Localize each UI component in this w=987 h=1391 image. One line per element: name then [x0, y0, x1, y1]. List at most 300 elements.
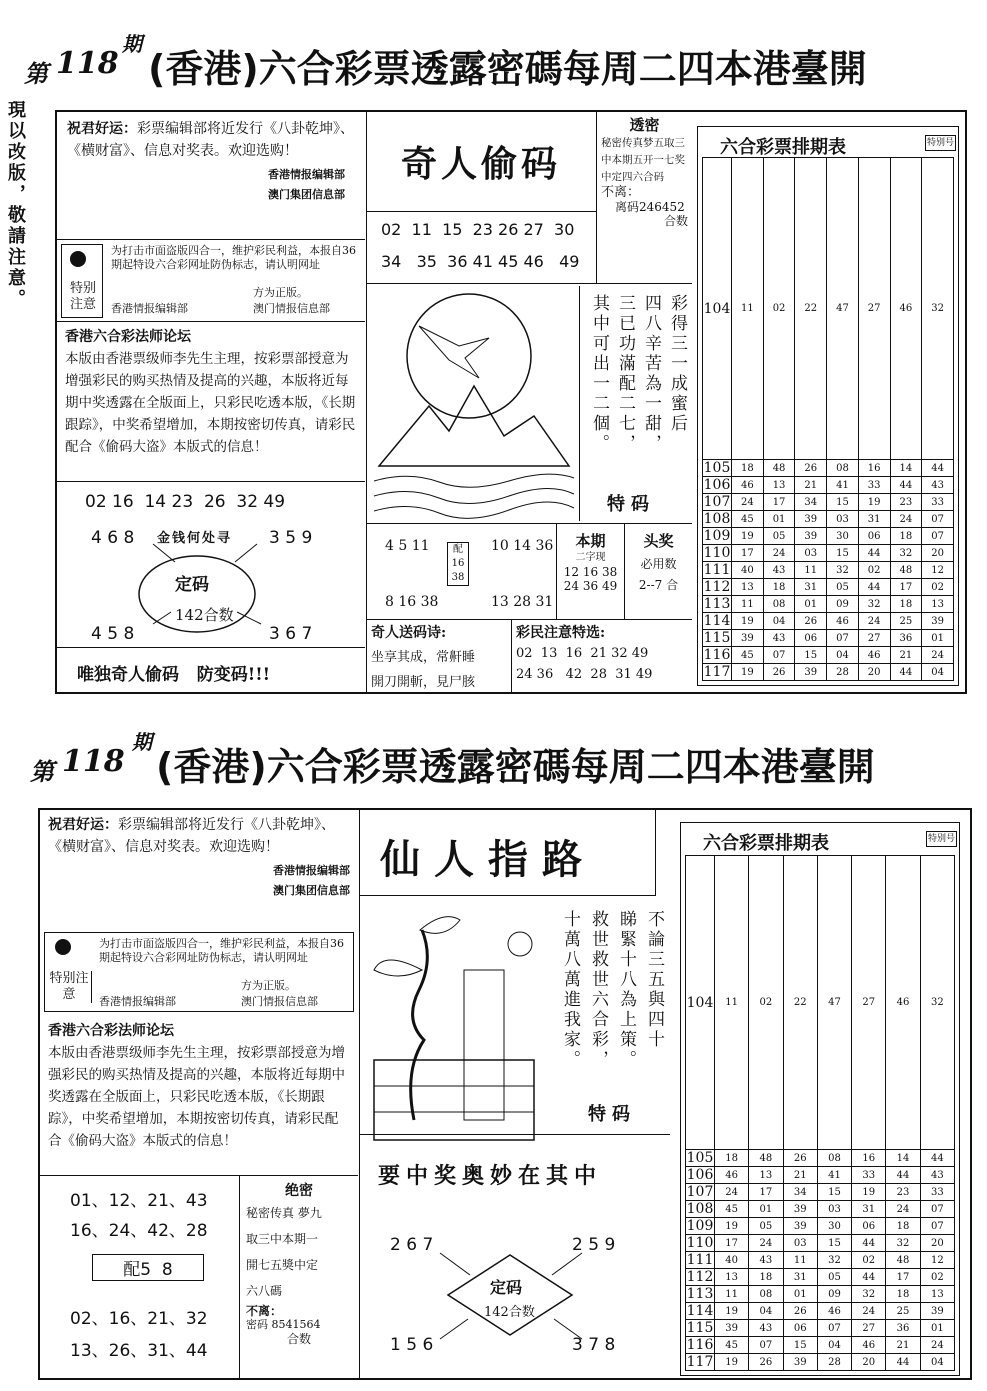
schedule-cell: 07	[922, 528, 954, 545]
bottom-poem-3: 救世救世六合彩，	[588, 910, 608, 1070]
schedule-cell: 39	[715, 1320, 749, 1337]
schedule-cell: 13	[920, 1286, 954, 1303]
schedule-cell: 18	[890, 528, 922, 545]
schedule-row	[703, 613, 954, 630]
schedule-row	[703, 477, 954, 494]
center-nums-1: 02 11 15 23 26 27 30	[381, 220, 575, 239]
schedule-table-2	[685, 855, 955, 1371]
schedule-cell: 24	[886, 1201, 920, 1218]
schedule-row	[703, 460, 954, 477]
schedule-period: 112	[686, 1269, 714, 1285]
schedule-period: 113	[686, 1286, 714, 1302]
schedule-cell: 27	[852, 856, 886, 1150]
schedule-cell: 15	[827, 494, 859, 511]
schedule-cell: 43	[920, 1167, 954, 1184]
notice-box	[57, 240, 365, 322]
schedule-cell: 18	[890, 596, 922, 613]
schedule-row	[686, 1320, 955, 1337]
schedule-cell: 04	[817, 1337, 851, 1354]
schedule-cell: 18	[732, 460, 764, 477]
forum-box	[57, 322, 365, 482]
schedule-period: 114	[686, 1303, 714, 1319]
schedule-cell: 43	[749, 1320, 783, 1337]
schedule-cell: 44	[890, 477, 922, 494]
schedule-period: 105	[686, 1150, 714, 1166]
left-numbers: 02 16 14 23 26 32 49	[85, 492, 286, 512]
schedule-cell: 46	[852, 1337, 886, 1354]
secret-title: 透密	[629, 116, 660, 134]
money-sub: 142合数	[175, 606, 234, 624]
secret2-line-1: 秘密传真 夢九	[246, 1206, 322, 1220]
schedule-period: 109	[686, 1218, 714, 1234]
issue-number-2: 118	[62, 744, 125, 779]
side-note: 現以改版，敬請注意。	[5, 100, 26, 310]
schedule-cell: 24	[920, 1337, 954, 1354]
schedule-cell: 19	[858, 494, 890, 511]
schedule-cell: 20	[920, 1235, 954, 1252]
greeting-box	[57, 112, 365, 240]
schedule-cell: 32	[886, 1235, 920, 1252]
schedule-cell: 07	[817, 1320, 851, 1337]
schedule-cell: 31	[795, 579, 827, 596]
secret2-title: 绝密	[285, 1183, 313, 1199]
schedule-cell: 05	[763, 528, 795, 545]
pair-l2: 8 16 38	[385, 594, 439, 610]
money-tr: 3 5 9	[269, 528, 313, 548]
schedule-cell: 14	[890, 460, 922, 477]
pair-r1: 10 14 36	[491, 538, 554, 554]
schedule-cell: 02	[920, 1269, 954, 1286]
top-title-row	[0, 30, 987, 110]
center-nums-2: 34 35 36 41 45 46 49	[381, 252, 580, 271]
schedule-cell: 05	[817, 1269, 851, 1286]
schedule-cell: 19	[732, 528, 764, 545]
schedule-cell: 30	[817, 1218, 851, 1235]
schedule-cell: 47	[827, 158, 859, 460]
greeting-label-2: 祝君好运：	[48, 817, 118, 833]
schedule-cell: 15	[795, 647, 827, 664]
schedule-cell: 31	[783, 1269, 817, 1286]
pair-l1: 4 5 11	[385, 538, 430, 554]
pei-box: 配5 8	[92, 1254, 204, 1281]
schedule-period: 115	[703, 630, 731, 646]
schedule-cell: 03	[827, 511, 859, 528]
greeting-sign2: 澳门集团信息部	[268, 188, 345, 201]
schedule-cell: 11	[732, 158, 764, 460]
schedule-row	[703, 494, 954, 511]
notice-sign1-2: 香港情报编辑部	[99, 995, 176, 1008]
bottom-center: 定码	[490, 1278, 523, 1297]
schedule-cell: 07	[763, 647, 795, 664]
poem2-title: 奇人送码诗:	[371, 625, 447, 641]
issue-prefix-2: 第	[30, 757, 54, 786]
schedule-cell: 27	[858, 630, 890, 647]
poem2-box	[367, 620, 512, 692]
schedule-cell: 18	[749, 1269, 783, 1286]
money-tl: 4 6 8	[91, 528, 135, 548]
schedule-cell: 39	[795, 528, 827, 545]
schedule-cell: 32	[922, 158, 954, 460]
bottom-panel	[38, 808, 972, 1380]
schedule-cell: 48	[763, 460, 795, 477]
schedule-cell: 18	[715, 1150, 749, 1167]
money-center: 定码	[175, 575, 209, 595]
greeting-label: 祝君好运：	[67, 121, 137, 137]
schedule-cell: 19	[732, 613, 764, 630]
this-period-n2: 24 36 49	[563, 579, 618, 593]
schedule-cell: 32	[920, 856, 954, 1150]
schedule-cell: 01	[783, 1286, 817, 1303]
schedule-cell: 05	[749, 1218, 783, 1235]
schedule-cell: 24	[715, 1184, 749, 1201]
headline-2: (香港)六合彩票透露密碼每周二四本港臺開	[156, 745, 875, 789]
forum-title-2: 香港六合彩法师论坛	[48, 1023, 174, 1039]
schedule-row	[686, 1337, 955, 1354]
poem2-l2: 開刀開斬，見尸胲	[371, 675, 476, 690]
schedule-cell: 04	[922, 664, 954, 681]
schedule-cell: 46	[715, 1167, 749, 1184]
schedule-cell: 44	[922, 460, 954, 477]
schedule-cell: 17	[890, 579, 922, 596]
schedule-cell: 11	[715, 1286, 749, 1303]
schedule-cell: 11	[732, 596, 764, 613]
schedule-cell: 21	[795, 477, 827, 494]
bottom-slogan: 唯独奇人偷码 防变码!!!	[77, 665, 271, 685]
greeting-sign1: 香港情报编辑部	[268, 168, 345, 181]
schedule-row	[686, 1269, 955, 1286]
schedule-cell: 24	[922, 647, 954, 664]
schedule-cell: 16	[852, 1150, 886, 1167]
schedule-cell: 19	[732, 664, 764, 681]
schedule-period: 111	[703, 562, 731, 578]
schedule-cell: 15	[783, 1337, 817, 1354]
schedule-cell: 47	[817, 856, 851, 1150]
schedule-cell: 03	[817, 1201, 851, 1218]
schedule-cell: 40	[732, 562, 764, 579]
poem2-l1: 坐享其成，常鼾睡	[371, 650, 476, 665]
schedule-cell: 24	[749, 1235, 783, 1252]
center-nums-box	[367, 212, 597, 284]
notice-sign2-2: 澳门情报信息部	[241, 995, 318, 1008]
schedule-cell: 26	[783, 1303, 817, 1320]
schedule-cell: 32	[890, 545, 922, 562]
schedule-cell: 12	[922, 562, 954, 579]
bottom-sub: 142合数	[484, 1305, 535, 1320]
bottom-arc-box	[360, 1134, 670, 1378]
schedule-cell: 31	[858, 511, 890, 528]
schedule-cell: 09	[827, 596, 859, 613]
schedule-cell: 24	[858, 613, 890, 630]
schedule-cell: 39	[795, 511, 827, 528]
top-center-column	[367, 112, 692, 692]
schedule-cell: 22	[783, 856, 817, 1150]
schedule-cell: 04	[827, 647, 859, 664]
schedule-cell: 45	[715, 1337, 749, 1354]
forum-title: 香港六合彩法师论坛	[65, 329, 191, 345]
schedule-cell: 46	[858, 647, 890, 664]
schedule-cell: 14	[886, 1150, 920, 1167]
schedule-cell: 18	[763, 579, 795, 596]
schedule-cell: 01	[763, 511, 795, 528]
schedule-cell: 43	[763, 562, 795, 579]
notice2-title: 彩民注意特选:	[516, 625, 606, 641]
greeting-sign1-2: 香港情报编辑部	[273, 864, 350, 877]
this-period-sub: 二字现	[575, 552, 606, 563]
money-br: 3 6 7	[269, 624, 313, 644]
bottom-arc: 要中奖奥妙在其中	[378, 1164, 603, 1189]
schedule-cell: 46	[732, 477, 764, 494]
schedule-cell: 07	[827, 630, 859, 647]
schedule-row	[703, 664, 954, 681]
secret2-line-4: 六八碼	[246, 1284, 283, 1298]
schedule-row	[703, 562, 954, 579]
schedule-cell: 13	[922, 596, 954, 613]
bottom-title-box	[360, 810, 656, 896]
schedule-cell: 13	[715, 1269, 749, 1286]
schedule-cell: 45	[732, 647, 764, 664]
schedule-cell: 39	[795, 664, 827, 681]
poem-line-1: 彩得三一成蜜后	[667, 294, 687, 434]
left-num-1: 01、12、21、43	[70, 1191, 208, 1211]
greeting-text-2: 彩票编辑部将近发行《八卦乾坤》、《横财富》、信息对奖表。欢迎选购！	[48, 817, 335, 855]
schedule-title-2: 六合彩票排期表	[703, 833, 829, 854]
schedule-cell: 44	[852, 1269, 886, 1286]
plant-wall-illustration	[364, 910, 544, 1160]
schedule-period: 104	[703, 158, 732, 460]
schedule-period: 113	[703, 596, 731, 612]
schedule-cell: 27	[858, 158, 890, 460]
left-nums-box	[40, 1176, 240, 1378]
bottom-poem-2: 睇緊十八為上策。	[616, 910, 636, 1070]
secret-box	[597, 112, 692, 284]
schedule-cell: 48	[749, 1150, 783, 1167]
schedule-cell: 06	[783, 1320, 817, 1337]
schedule-cell: 03	[795, 545, 827, 562]
issue-number: 118	[56, 46, 119, 81]
schedule-cell: 46	[890, 158, 922, 460]
schedule-cell: 19	[715, 1303, 749, 1320]
schedule-cell: 44	[890, 664, 922, 681]
schedule-period: 109	[703, 528, 731, 544]
notice2-l1: 02 13 16 21 32 49	[516, 646, 649, 661]
bottom-tl: 2 6 7	[390, 1235, 434, 1255]
bomb-icon	[70, 251, 86, 267]
schedule-cell: 28	[817, 1354, 851, 1371]
schedule-cell: 25	[890, 613, 922, 630]
picture-box	[367, 284, 692, 524]
bottom-schedule	[680, 822, 960, 1376]
schedule-cell: 28	[827, 664, 859, 681]
schedule-cell: 26	[795, 460, 827, 477]
schedule-cell: 26	[783, 1150, 817, 1167]
secret2-line-2: 取三中本期一	[246, 1232, 319, 1246]
schedule-cell: 08	[827, 460, 859, 477]
schedule-cell: 33	[852, 1167, 886, 1184]
schedule-period: 106	[703, 477, 731, 493]
schedule-row	[703, 579, 954, 596]
schedule-row	[686, 1354, 955, 1371]
schedule-cell: 32	[852, 1286, 886, 1303]
bomb-icon-2	[55, 939, 71, 955]
schedule-cell: 26	[749, 1354, 783, 1371]
schedule-period: 116	[686, 1337, 714, 1353]
schedule-cell: 44	[858, 545, 890, 562]
schedule-row	[703, 158, 954, 460]
schedule-cell: 39	[783, 1218, 817, 1235]
schedule-period: 117	[686, 1354, 714, 1370]
head-prize-box	[625, 524, 692, 620]
schedule-period: 116	[703, 647, 731, 663]
schedule-cell: 40	[715, 1252, 749, 1269]
schedule-cell: 44	[852, 1235, 886, 1252]
schedule-cell: 01	[922, 630, 954, 647]
schedule-cell: 46	[817, 1303, 851, 1320]
schedule-cell: 24	[763, 545, 795, 562]
schedule-cell: 36	[890, 630, 922, 647]
schedule-cell: 01	[749, 1201, 783, 1218]
schedule-cell: 41	[827, 477, 859, 494]
notice-tail-2: 方为正版。	[241, 979, 296, 992]
schedule-cell: 21	[783, 1167, 817, 1184]
forum-box-2	[40, 1016, 358, 1176]
money-box	[57, 482, 365, 647]
schedule-cell: 19	[852, 1184, 886, 1201]
secret-code: 离码246452	[615, 200, 685, 214]
bottom-left-column	[40, 810, 360, 1378]
schedule-cell: 05	[827, 579, 859, 596]
schedule-cell: 26	[763, 664, 795, 681]
schedule-cell: 17	[763, 494, 795, 511]
schedule-cell: 43	[749, 1252, 783, 1269]
schedule-cell: 44	[886, 1354, 920, 1371]
schedule-cell: 41	[817, 1167, 851, 1184]
schedule-row	[703, 528, 954, 545]
secret2-tail: 合数	[286, 1332, 311, 1346]
schedule-cell: 06	[858, 528, 890, 545]
schedule-cell: 36	[886, 1320, 920, 1337]
schedule-cell: 43	[763, 630, 795, 647]
schedule-period: 110	[703, 545, 731, 561]
schedule-cell: 34	[795, 494, 827, 511]
schedule-cell: 01	[795, 596, 827, 613]
schedule-period: 115	[686, 1320, 714, 1336]
schedule-cell: 09	[817, 1286, 851, 1303]
schedule-cell: 44	[858, 579, 890, 596]
schedule-cell: 15	[817, 1184, 851, 1201]
schedule-period: 111	[686, 1252, 714, 1268]
schedule-period: 108	[686, 1201, 714, 1217]
head-prize-title: 头奖	[643, 532, 674, 550]
schedule-cell: 13	[732, 579, 764, 596]
schedule-cell: 33	[922, 494, 954, 511]
notice-label: 特别注意	[69, 281, 96, 312]
schedule-cell: 17	[886, 1269, 920, 1286]
bottom-center-column	[360, 810, 672, 1378]
schedule-cell: 04	[763, 613, 795, 630]
schedule-row	[686, 1184, 955, 1201]
schedule-row	[703, 630, 954, 647]
head-prize-val: 2--7 合	[638, 578, 679, 592]
schedule-period: 104	[686, 856, 715, 1150]
schedule-cell: 08	[749, 1286, 783, 1303]
schedule-cell: 44	[886, 1167, 920, 1184]
schedule-cell: 19	[715, 1354, 749, 1371]
center-title-box	[367, 112, 597, 212]
this-period-box	[557, 524, 625, 620]
schedule-row	[686, 1235, 955, 1252]
schedule-cell: 46	[827, 613, 859, 630]
schedule-table	[702, 157, 954, 681]
schedule-cell: 32	[827, 562, 859, 579]
schedule-cell: 43	[922, 477, 954, 494]
bird-mountain-illustration	[369, 286, 580, 521]
greeting-box-2	[40, 810, 358, 928]
schedule-cell: 15	[817, 1235, 851, 1252]
issue-suffix: 期	[122, 32, 142, 56]
schedule-period: 110	[686, 1235, 714, 1251]
issue-suffix-2: 期	[132, 730, 152, 754]
left-num-4: 13、26、31、44	[70, 1341, 208, 1361]
secret-tail: 合数	[663, 214, 688, 228]
schedule-cell: 26	[795, 613, 827, 630]
schedule-cell: 44	[920, 1150, 954, 1167]
schedule-row	[703, 545, 954, 562]
schedule-row	[686, 1286, 955, 1303]
secret2-nl: 不离：	[246, 1304, 283, 1318]
bottom-center-title: 仙人指路	[380, 837, 596, 883]
schedule-period: 107	[703, 494, 731, 510]
schedule-cell: 11	[783, 1252, 817, 1269]
bottom-diamond	[360, 1135, 670, 1379]
bottom-title-row	[0, 728, 987, 808]
secret2-line-3: 開七五獎中定	[246, 1258, 319, 1272]
schedule-row	[686, 1201, 955, 1218]
schedule-row	[703, 511, 954, 528]
schedule-cell: 17	[715, 1235, 749, 1252]
schedule-row	[686, 1150, 955, 1167]
schedule-cell: 15	[827, 545, 859, 562]
schedule-cell: 08	[817, 1150, 851, 1167]
schedule-cell: 25	[886, 1303, 920, 1320]
schedule-row	[686, 1167, 955, 1184]
bottom-br: 3 7 8	[572, 1335, 616, 1355]
schedule-cell: 23	[886, 1184, 920, 1201]
schedule-cell: 39	[783, 1354, 817, 1371]
schedule-cell: 45	[732, 511, 764, 528]
schedule-cell: 12	[920, 1252, 954, 1269]
schedule-cell: 33	[858, 477, 890, 494]
notice-tail: 方为正版。	[253, 286, 308, 299]
schedule-cell: 48	[890, 562, 922, 579]
this-period-n1: 12 16 38	[563, 565, 618, 579]
schedule-cell: 31	[852, 1201, 886, 1218]
schedule-cell: 04	[749, 1303, 783, 1320]
secret-text: 秘密传真梦五取三中本期五开一七奖中定四六合码	[601, 137, 685, 183]
schedule-period: 105	[703, 460, 731, 476]
schedule-cell: 23	[890, 494, 922, 511]
bottom-special: 特码	[588, 1104, 636, 1125]
schedule-cell: 18	[886, 1286, 920, 1303]
secret-box-2	[240, 1176, 358, 1378]
schedule-cell: 13	[763, 477, 795, 494]
bottom-tr: 2 5 9	[572, 1235, 616, 1255]
schedule-cell: 33	[920, 1184, 954, 1201]
head-prize-sub: 必用数	[640, 557, 677, 571]
schedule-cell: 06	[852, 1218, 886, 1235]
slogan-box	[57, 647, 365, 692]
poem-line-2: 四八辛苦為一甜，	[641, 294, 661, 454]
schedule-cell: 07	[920, 1218, 954, 1235]
